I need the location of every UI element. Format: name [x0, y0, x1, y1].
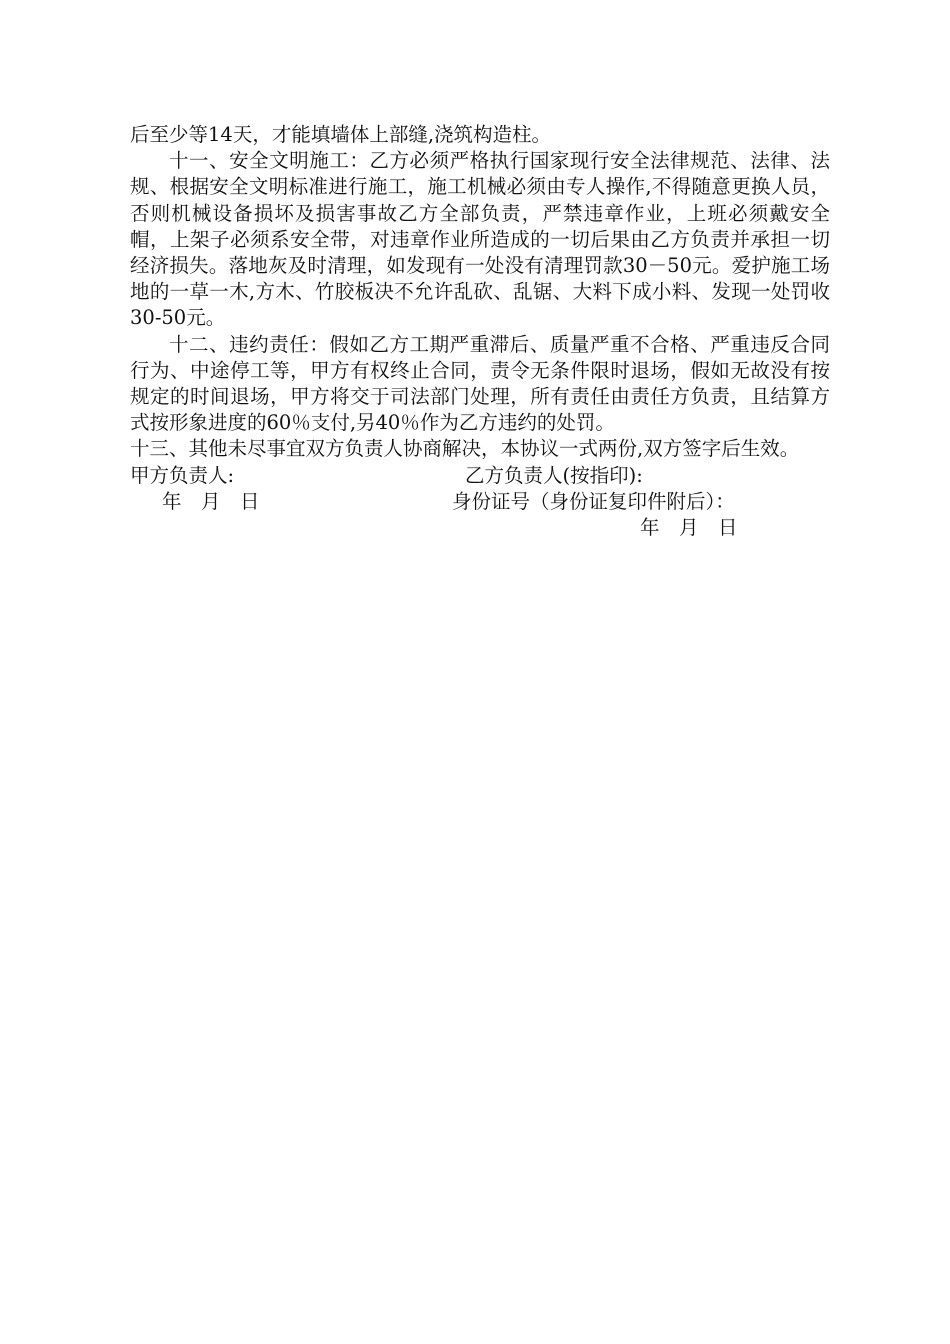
id-number-label: 身份证号（身份证复印件附后）： — [452, 489, 735, 513]
party-b-signature-label: 乙方负责人(按指印): — [465, 463, 643, 487]
party-b-date: 年 月 日 — [640, 516, 738, 540]
signature-row-dates — [130, 489, 830, 515]
signature-row-party-b-date — [130, 515, 830, 541]
party-a-date: 年 月 日 — [162, 489, 260, 513]
paragraph-breach-liability: 十二、违约责任：假如乙方工期严重滞后、质量严重不合格、严重违反合同行为、中途停工等，甲方有权终止合同，责令无条件限时退场，假如无故没有按规定的时间退场，甲方将交于司法部门处理，所有责任由责任方负责，且结算方式按形象进度的60％支付,另40％作为乙方违约的处罚。 — [130, 332, 830, 435]
paragraph-other-matters: 十三、其他未尽事宜双方负责人协商解决，本协议一式两份,双方签字后生效。 — [130, 437, 800, 461]
party-a-signature-label: 甲方负责人: — [130, 463, 235, 487]
contract-text — [130, 122, 830, 541]
paragraph-continuation: 后至少等14天，才能填墙体上部缝,浇筑构造柱。 — [130, 123, 552, 146]
signature-row-names — [130, 463, 830, 489]
paragraph-safety-construction: 十一、安全文明施工：乙方必须严格执行国家现行安全法律规范、法律、法规、根据安全文明标准进行施工，施工机械必须由专人操作,不得随意更换人员，否则机械设备损坏及损害事故乙方全部负责，严禁违章作业，上班必须戴安全帽，上架子必须系安全带，对违章作业所造成的一切后果由乙方负责并承担一切经济损失。落地灰及时清理，如发现有一处没有清理罚款30－50元。爱护施工场地的一草一木,方木、竹胶板决不允许乱砍、乱锯、大料下成小料、发现一处罚收30-50元。 — [130, 149, 830, 330]
